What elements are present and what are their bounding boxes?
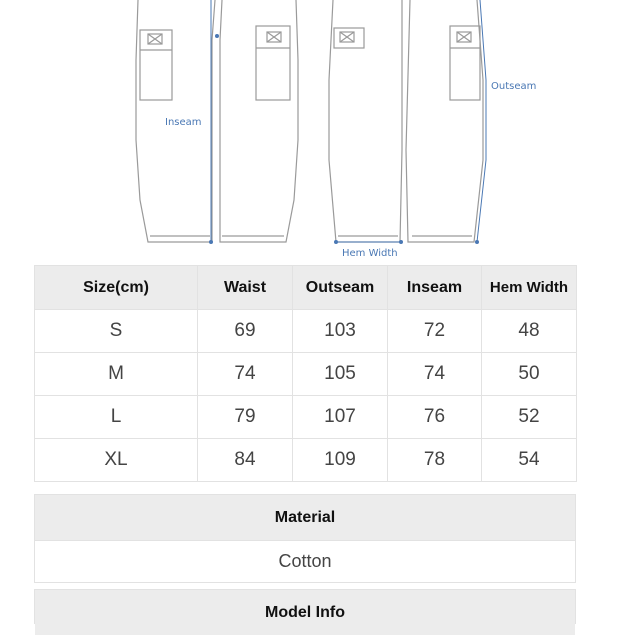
table-row [35,439,577,482]
cell-inseam: 76 [388,396,482,439]
header-outseam: Outseam [293,266,388,310]
header-size: Size(cm) [35,266,198,310]
cell-size: XL [35,439,198,482]
back-right-leg [406,0,483,242]
material-section [34,494,576,583]
header-inseam: Inseam [388,266,482,310]
cell-waist: 84 [198,439,293,482]
cell-size: L [35,396,198,439]
cell-outseam: 107 [293,396,388,439]
cell-inseam: 78 [388,439,482,482]
cell-outseam: 109 [293,439,388,482]
size-table [34,265,577,482]
table-row [35,310,577,353]
header-hem-width: Hem Width [482,266,577,310]
cell-hem-width: 50 [482,353,577,396]
cell-hem-width: 54 [482,439,577,482]
hem-width-measure-line [334,240,403,244]
model-info-section [34,589,576,624]
cell-size: M [35,353,198,396]
table-row [35,353,577,396]
cell-waist: 69 [198,310,293,353]
outseam-label: Outseam [491,81,537,92]
cell-waist: 74 [198,353,293,396]
inseam-label: Inseam [165,117,202,128]
header-waist: Waist [198,266,293,310]
back-left-leg [329,0,402,242]
cell-waist: 79 [198,396,293,439]
cell-inseam: 72 [388,310,482,353]
cell-inseam: 74 [388,353,482,396]
material-value: Cotton [35,540,575,582]
front-right-leg [220,0,298,242]
cell-hem-width: 48 [482,310,577,353]
material-title: Material [35,495,575,540]
cell-hem-width: 52 [482,396,577,439]
pants-measurement-diagram [0,0,624,262]
cell-outseam: 103 [293,310,388,353]
hem-width-label: Hem Width [342,248,398,259]
table-row [35,396,577,439]
cell-size: S [35,310,198,353]
cell-outseam: 105 [293,353,388,396]
model-info-title: Model Info [35,590,575,635]
size-table-header-row [35,266,577,310]
inseam-measure-line [209,0,219,244]
